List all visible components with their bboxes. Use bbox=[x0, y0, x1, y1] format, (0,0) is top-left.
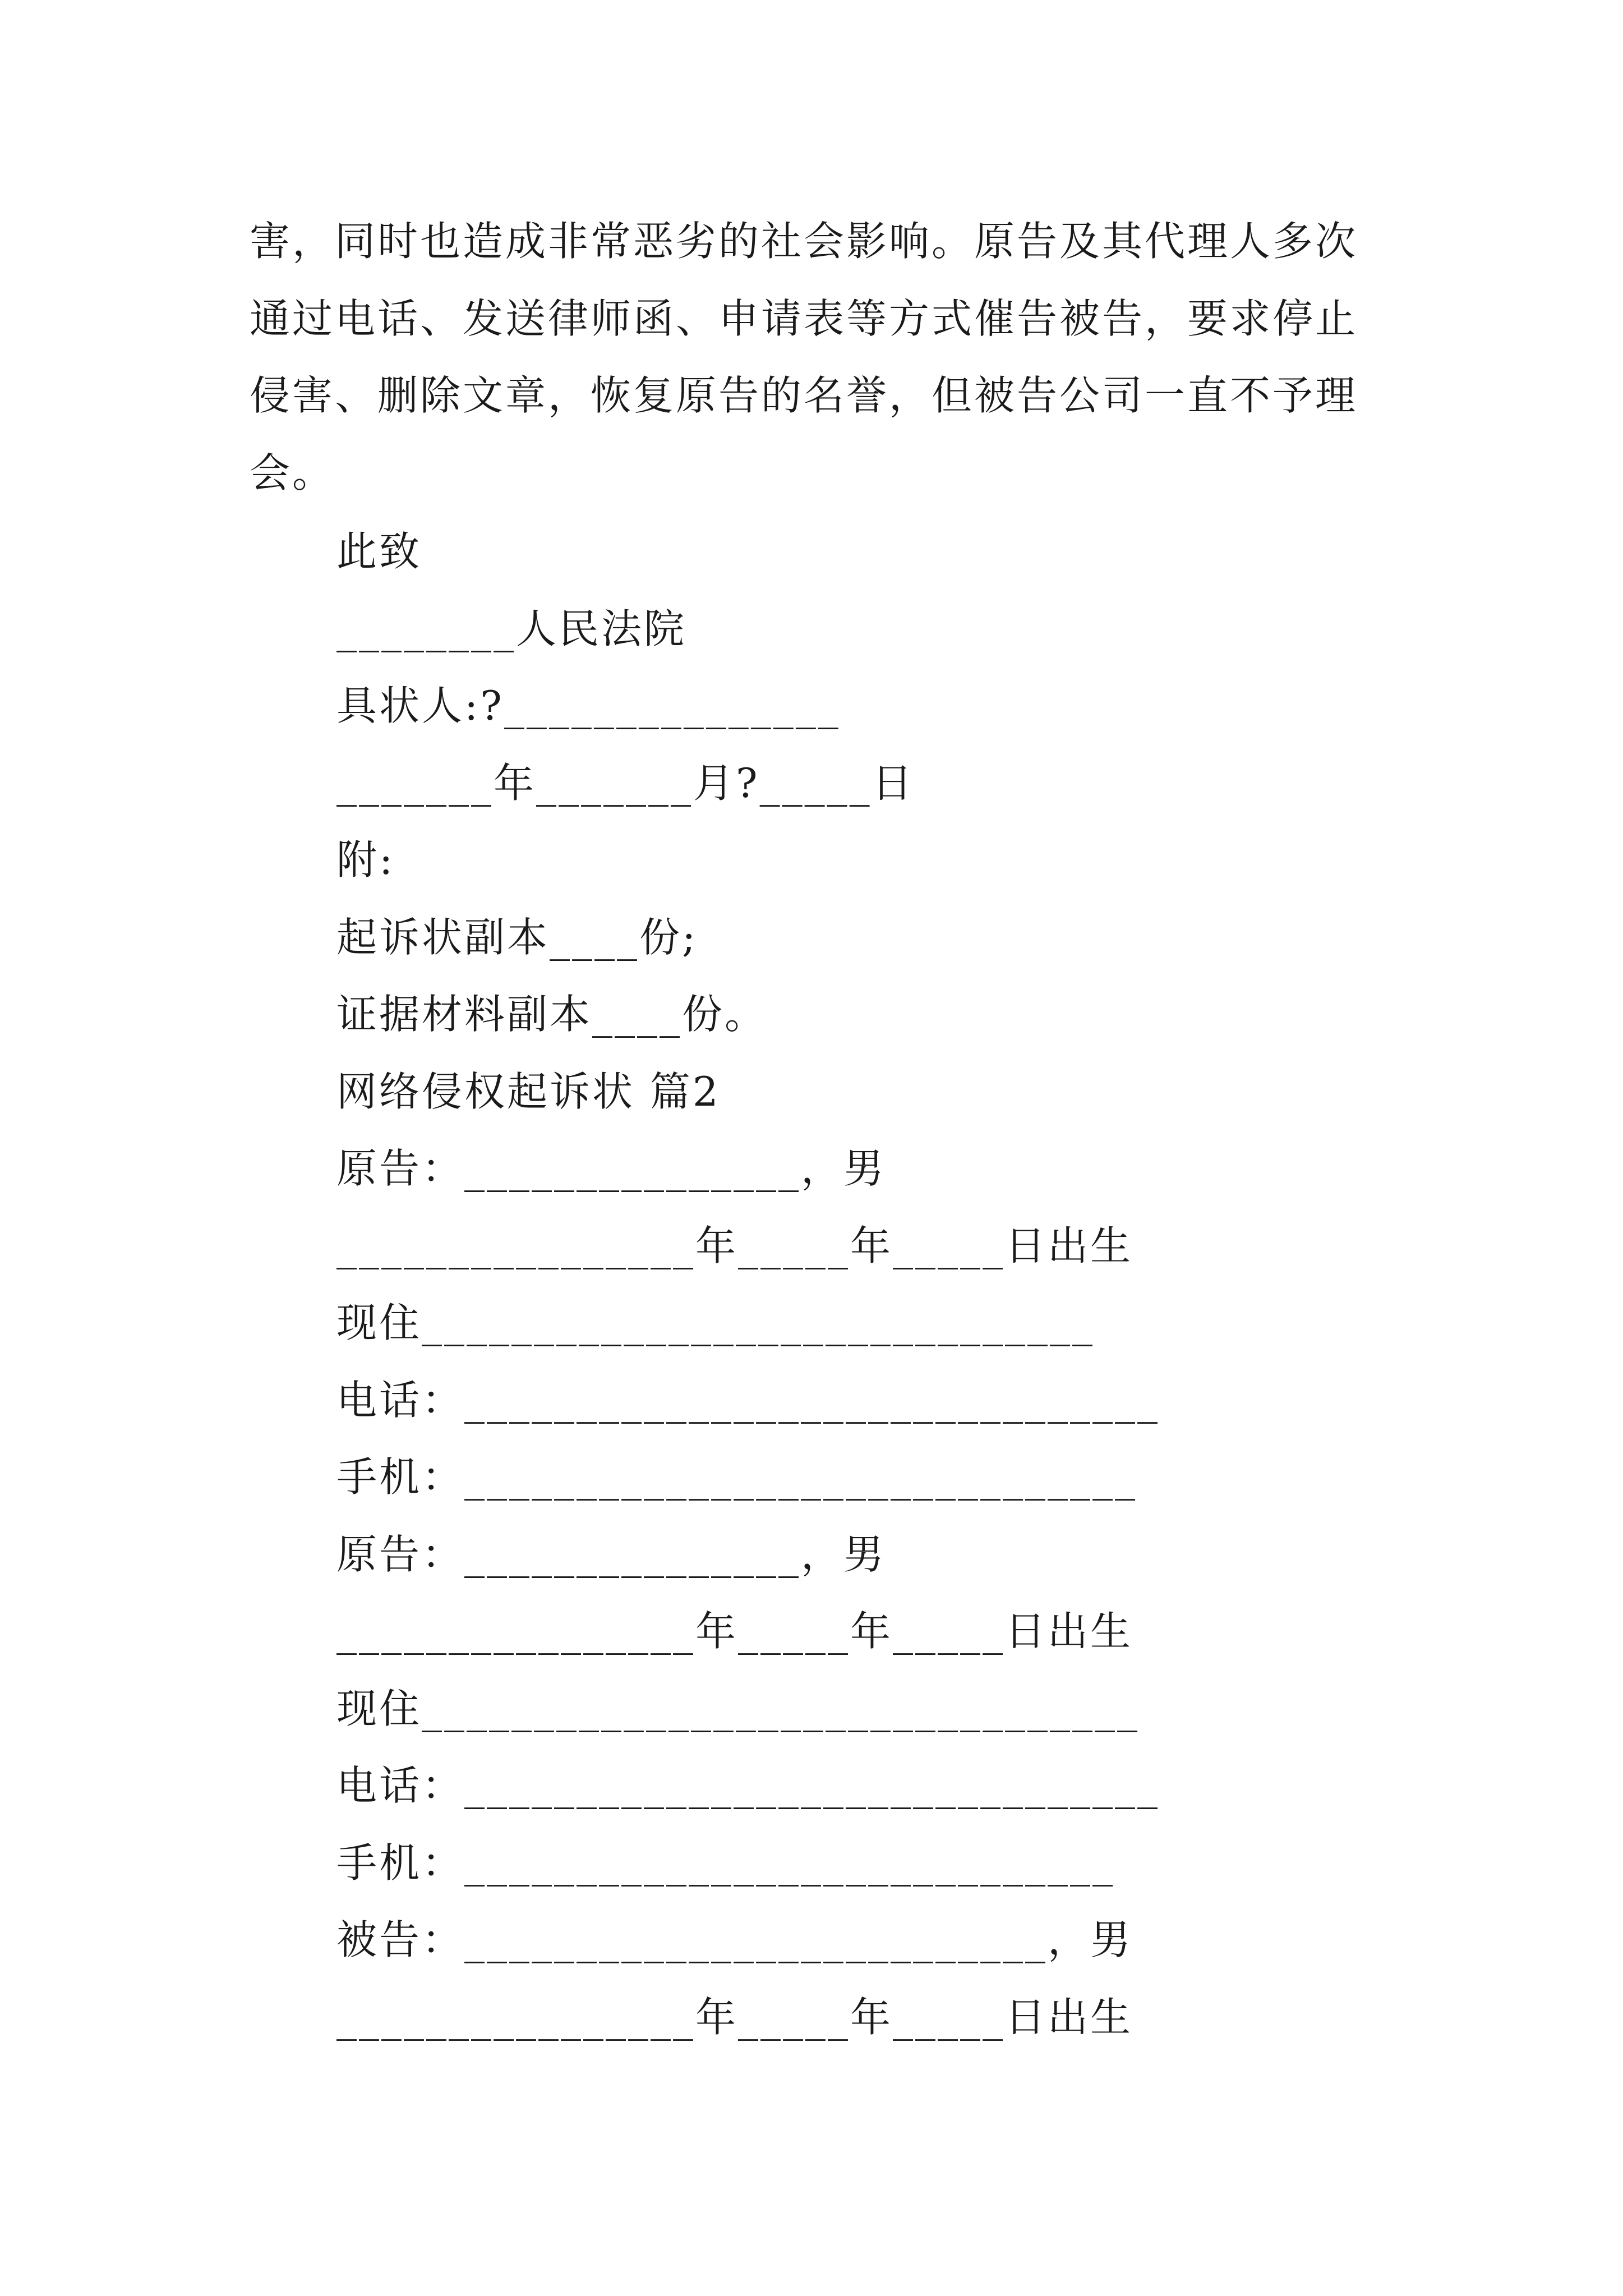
birth-date-line bbox=[336, 1208, 1458, 1285]
defendant-line bbox=[336, 1902, 1458, 1979]
body-paragraph bbox=[250, 203, 1394, 512]
plaintiff-text: 原告：_______________，男 bbox=[336, 1530, 887, 1578]
attachment-copies-complaint bbox=[336, 899, 1458, 977]
address-text: 现住______________________________ bbox=[336, 1299, 1095, 1346]
birth-date-line bbox=[336, 1593, 1458, 1671]
attachment-heading-text: 附: bbox=[336, 836, 395, 884]
birth-date-text: ________________年_____年_____日出生 bbox=[336, 1608, 1133, 1655]
plaintiff-text: 原告：_______________，男 bbox=[336, 1145, 887, 1192]
attachment-heading bbox=[336, 822, 1458, 899]
paragraph-line: 侵害、删除文章，恢复原告的名誉，但被告公司一直不予理 bbox=[250, 372, 1358, 419]
date-text: _______年_______月?_____日 bbox=[336, 759, 915, 807]
paragraph-line: 会。 bbox=[250, 449, 335, 496]
salutation-text: 此致 bbox=[336, 528, 422, 575]
plaintiff-line bbox=[336, 1130, 1458, 1208]
paragraph-line: 通过电话、发送律师函、申请表等方式催告被告，要求停止 bbox=[250, 295, 1358, 342]
phone-text: 电话：_______________________________ bbox=[336, 1762, 1160, 1809]
salutation bbox=[336, 513, 1458, 591]
court-name-text: ________人民法院 bbox=[336, 605, 687, 652]
form-lines bbox=[336, 513, 1458, 2056]
birth-date-text: ________________年_____年_____日出生 bbox=[336, 1993, 1133, 2041]
signer-line bbox=[336, 668, 1458, 745]
phone-line bbox=[336, 1747, 1458, 1825]
attachment-evidence-text: 证据材料副本____份。 bbox=[336, 991, 768, 1038]
address-line bbox=[336, 1671, 1458, 1748]
attachment-complaint-text: 起诉状副本____份; bbox=[336, 913, 698, 961]
address-line bbox=[336, 1285, 1458, 1362]
phone-line bbox=[336, 1362, 1458, 1439]
plaintiff-line bbox=[336, 1516, 1458, 1594]
phone-text: 电话：_______________________________ bbox=[336, 1376, 1160, 1424]
address-text: 现住________________________________ bbox=[336, 1685, 1140, 1732]
date-line bbox=[336, 745, 1458, 822]
paragraph-line: 害，同时也造成非常恶劣的社会影响。原告及其代理人多次 bbox=[250, 218, 1358, 265]
section-title bbox=[336, 1053, 1458, 1131]
mobile-line bbox=[336, 1825, 1458, 1902]
attachment-copies-evidence bbox=[336, 976, 1458, 1053]
mobile-line bbox=[336, 1439, 1458, 1516]
birth-date-line bbox=[336, 1979, 1458, 2056]
mobile-text: 手机：______________________________ bbox=[336, 1453, 1138, 1501]
court-name-line bbox=[336, 591, 1458, 668]
signer-text: 具状人:?_______________ bbox=[336, 682, 841, 729]
defendant-text: 被告：__________________________，男 bbox=[336, 1916, 1133, 1963]
birth-date-text: ________________年_____年_____日出生 bbox=[336, 1222, 1133, 1269]
mobile-text: 手机：_____________________________ bbox=[336, 1839, 1115, 1887]
section-title-text: 网络侵权起诉状 篇2 bbox=[336, 1068, 721, 1115]
